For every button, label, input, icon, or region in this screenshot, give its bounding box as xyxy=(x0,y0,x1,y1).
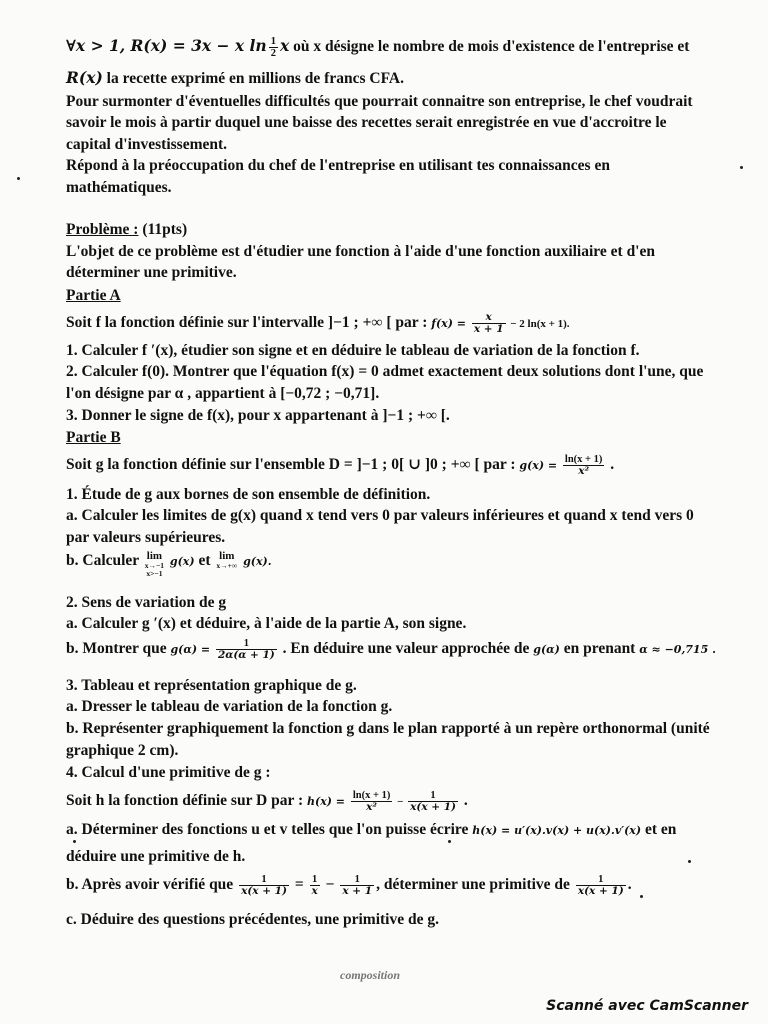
partie-b-s2b: b. Montrer que g(α) = $\frac{1}{2\alpha(\alpha + 1)}$ . En déduire une valeur approchée de g(α) en prenant α ≈ −0,715 . xyxy=(66,638,716,661)
partie-b-s1: 1. Étude de g aux bornes de son ensemble de définition. xyxy=(66,486,431,503)
partie-b-s4: 4. Calcul d'une primitive de g : xyxy=(66,764,271,781)
partie-b-s3a: a. Dresser le tableau de variation de la fonction g. xyxy=(66,698,393,715)
partie-b-title: Partie B xyxy=(66,429,121,446)
partie-b-s1a-line-2: par valeurs supérieures. xyxy=(66,529,226,546)
scan-speck xyxy=(640,895,643,898)
faded-footer-text: composition xyxy=(340,968,401,982)
intro-line-1: ∀x > 1, R(x) = 3x − x ln $\frac{1}{2}$ x où x désigne le nombre de mois d'existence de l'entreprise et xyxy=(66,36,690,59)
partie-a-q2-line-1: 2. Calculer f(0). Montrer que l'équation f(x) = 0 admet exactement deux solutions dont l'une, que xyxy=(66,363,704,380)
probleme-heading: Problème : (11pts) xyxy=(66,221,188,238)
partie-b-definition: Soit g la fonction définie sur l'ensemble D = ]−1 ; 0[ ∪ ]0 ; +∞ [ par : g(x) = $\frac{\ln(x + 1)}{\text{x²}}$ . xyxy=(66,454,615,477)
probleme-title: Problème : xyxy=(66,221,139,238)
scan-speck xyxy=(740,166,743,169)
partie-a-q3: 3. Donner le signe de f(x), pour x appartenant à ]−1 ; +∞ [. xyxy=(66,407,450,424)
partie-a-q2-line-2: l'on désigne par α , appartient à [−0,72 ; −0,71]. xyxy=(66,385,380,402)
intro-line-2: R(x) la recette exprimé en millions de francs CFA. xyxy=(66,68,404,87)
intro-line-4: savoir le mois à partir duquel une baisse des recettes serait enregistrée en vue d'accroitre le xyxy=(66,114,667,131)
intro-line-3: Pour surmonter d'éventuelles difficultés que pourrait connaitre son entreprise, le chef voudrait xyxy=(66,93,693,110)
scan-speck xyxy=(688,860,691,863)
intro-line-7: mathématiques. xyxy=(66,179,172,196)
partie-b-s2a: a. Calculer g ′(x) et déduire, à l'aide de la partie A, son signe. xyxy=(66,615,467,632)
probleme-line-1: L'objet de ce problème est d'étudier une fonction à l'aide d'une fonction auxiliaire et d'en xyxy=(66,243,655,260)
intro-line-6: Répond à la préoccupation du chef de l'entreprise en utilisant tes connaissances en xyxy=(66,157,610,174)
scan-speck xyxy=(448,840,451,843)
intro-line-5: capital d'investissement. xyxy=(66,136,228,153)
partie-a-title: Partie A xyxy=(66,287,121,304)
partie-a-definition: Soit f la fonction définie sur l'intervalle ]−1 ; +∞ [ par : f(x) = $\frac{x}{x + 1}$ − 2 ln(x + 1). xyxy=(66,311,570,335)
partie-b-s1a-line-1: a. Calculer les limites de g(x) quand x tend vers 0 par valeurs inférieures et quand x tend vers 0 xyxy=(66,507,694,524)
camscanner-watermark: Scanné avec CamScanner xyxy=(546,998,748,1014)
partie-b-s4a-line-2: déduire une primitive de h. xyxy=(66,848,246,865)
scan-speck xyxy=(17,177,20,180)
partie-b-s1b: b. Calculer lim x→−1 x>−1 g(x) et lim x→+∞ g(x). xyxy=(66,550,272,578)
scan-speck xyxy=(73,840,76,843)
partie-b-s4c: c. Déduire des questions précédentes, une primitive de g. xyxy=(66,911,439,928)
partie-b-s3b-line-1: b. Représenter graphiquement la fonction g dans le plan rapporté à un repère orthonormal (unité xyxy=(66,720,710,737)
partie-b-s2: 2. Sens de variation de g xyxy=(66,594,227,611)
probleme-line-2: déterminer une primitive. xyxy=(66,264,237,281)
partie-b-s4b: b. Après avoir vérifié que $\frac{1}{x(x + 1)}$ = $\frac{1}{x}$ − $\frac{1}{x + 1}$ , déterminer une primitive de $\frac{1}{x(x + 1)}$ . xyxy=(66,874,632,897)
partie-b-s4-definition: Soit h la fonction définie sur D par : h(x) = $\frac{\ln(x + 1)}{\text{x²}}$ − $\frac{1}{x(x + 1)}$ . xyxy=(66,790,468,813)
partie-a-q1: 1. Calculer f ′(x), étudier son signe et en déduire le tableau de variation de la fonction f. xyxy=(66,342,640,359)
partie-b-s3: 3. Tableau et représentation graphique de g. xyxy=(66,677,357,694)
partie-b-s4a-line-1: a. Déterminer des fonctions u et v telles que l'on puisse écrire h(x) = u′(x).v(x) + u(x).v′(x) et en xyxy=(66,821,677,838)
partie-b-s3b-line-2: graphique 2 cm). xyxy=(66,742,179,759)
